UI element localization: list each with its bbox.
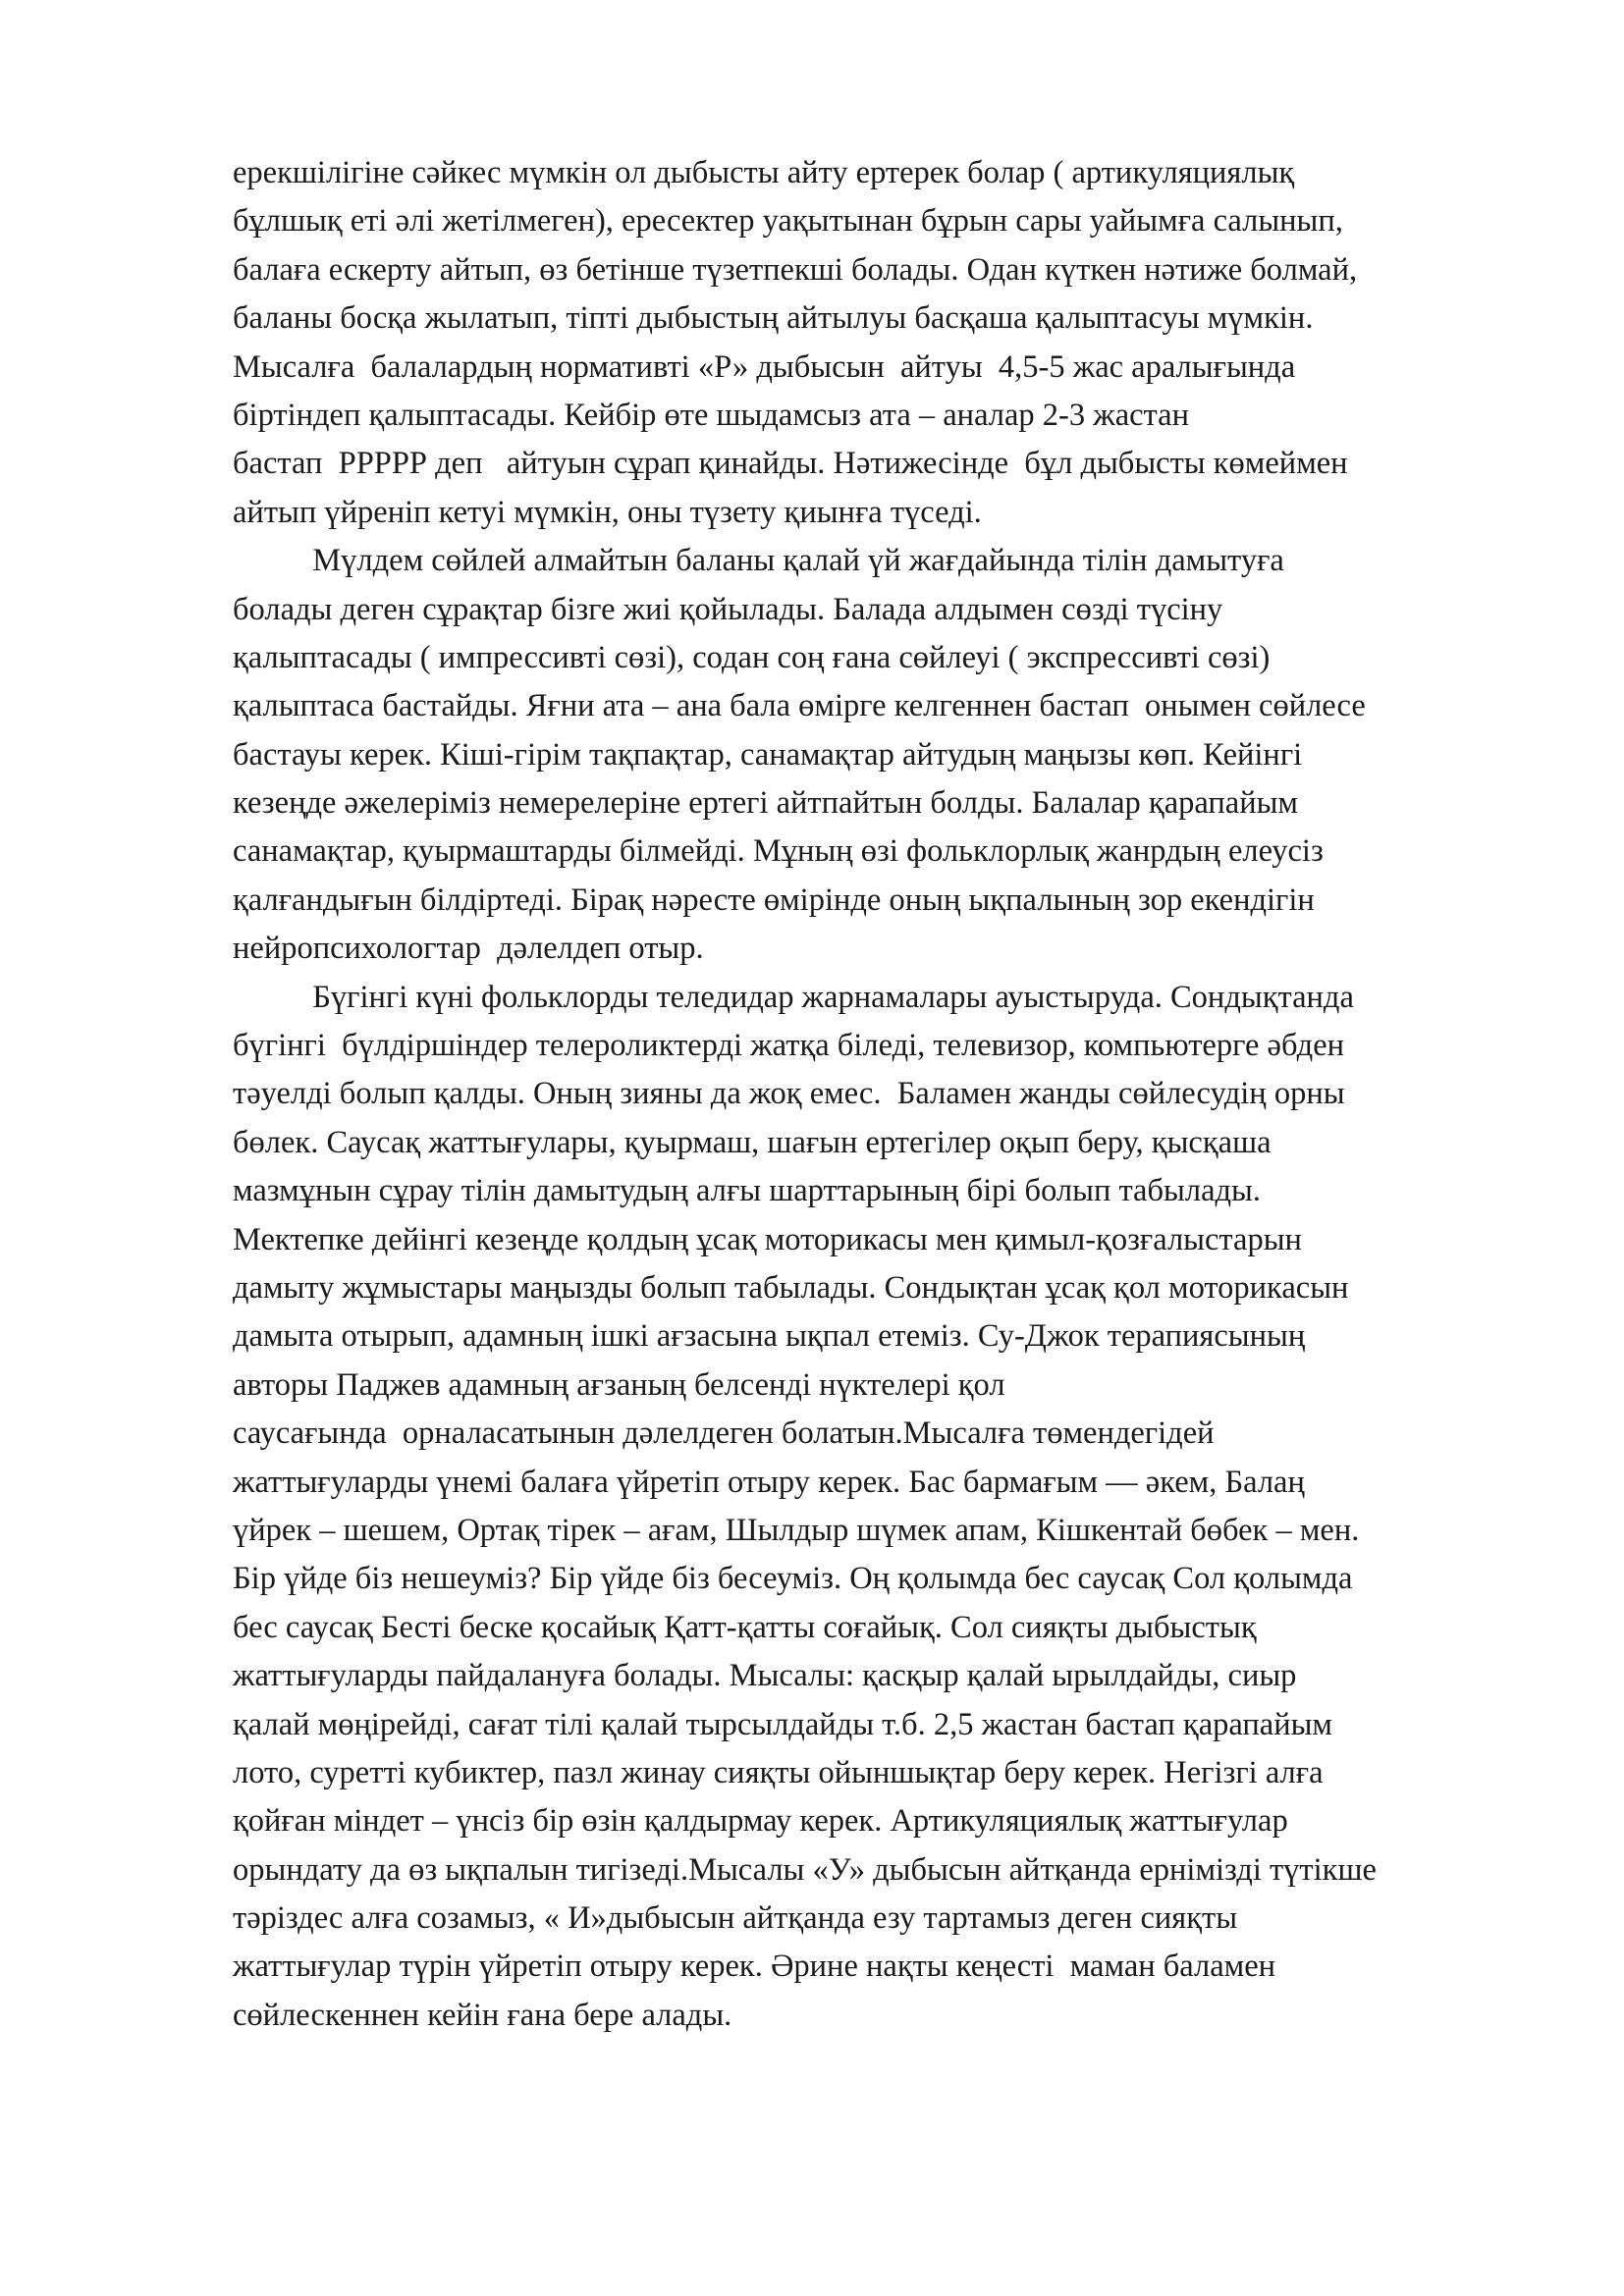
text-line: қалғандығын білдіртеді. Бірақ нәресте өмірінде оның ықпалының зор екендігін bbox=[233, 881, 1315, 918]
text-line: қалай мөңірейді, сағат тілі қалай тырсылдайды т.б. 2,5 жастан бастап қарапайым bbox=[233, 1706, 1332, 1742]
text-line: қалыптаса бастайды. Яғни ата – ана бала өмірге келгеннен бастап онымен сөйлесе bbox=[233, 688, 1366, 724]
text-line: айтып үйреніп кетуі мүмкін, оны түзету қиынға түседі. bbox=[233, 494, 982, 530]
text-line: Мектепке дейінгі кезеңде қолдың ұсақ моторикасы мен қимыл-қозғалыстарын bbox=[233, 1221, 1302, 1257]
text-line: жаттығуларды үнемі балаға үйретіп отыру керек. Бас бармағым — әкем, Балаң bbox=[233, 1464, 1305, 1500]
text-line: авторы Паджев адамның ағзаның белсенді нүктелері қол bbox=[233, 1366, 1005, 1403]
text-line: біртіндеп қалыптасады. Кейбір өте шыдамсыз ата – аналар 2-3 жастан bbox=[233, 397, 1189, 433]
text-line: тәуелді болып қалды. Оның зияны да жоқ емес. Баламен жанды сөйлесудің орны bbox=[233, 1076, 1345, 1112]
text-line: бөлек. Саусақ жаттығулары, қуырмаш, шағын ертегілер оқып беру, қысқаша bbox=[233, 1124, 1272, 1160]
text-line: бес саусақ Бесті беске қосайық Қатт-қатты соғайық. Сол сияқты дыбыстық bbox=[233, 1609, 1257, 1645]
text-line: бүгінгі бүлдіршіндер телероликтерді жатқа біледі, телевизор, компьютерге әбден bbox=[233, 1028, 1345, 1064]
text-line: бастап РРРРР деп айтуын сұрап қинайды. Нәтижесінде бұл дыбысты көмеймен bbox=[233, 446, 1348, 482]
text-line: дамыта отырып, адамның ішкі ағзасына ықпал етеміз. Су-Джок терапиясының bbox=[233, 1318, 1306, 1355]
text-line: сөйлескеннен кейін ғана бере алады. bbox=[233, 1997, 732, 2033]
body-text bbox=[233, 149, 1539, 2040]
text-line: баланы босқа жылатып, тіпті дыбыстың айтылуы басқаша қалыптасуы мүмкін. bbox=[233, 300, 1314, 337]
text-line: жаттығулар түрін үйретіп отыру керек. Әрине нақты кеңесті маман баламен bbox=[233, 1949, 1276, 1985]
text-line: санамақтар, қуырмаштарды білмейді. Мұның өзі фольклорлық жанрдың елеусіз bbox=[233, 833, 1324, 870]
text-line: жаттығуларды пайдалануға болады. Мысалы: қасқыр қалай ырылдайды, сиыр bbox=[233, 1658, 1297, 1694]
text-line: лото, суретті кубиктер, пазл жинау сияқты ойыншықтар беру керек. Негізгі алға bbox=[233, 1754, 1324, 1790]
text-line: үйрек – шешем, Ортақ тірек – ағам, Шылдыр шүмек апам, Кішкентай бөбек – мен. bbox=[233, 1512, 1360, 1548]
text-line: Бүгінгі күні фольклорды теледидар жарнамалары ауыстыруда. Сондықтанда bbox=[233, 979, 1354, 1015]
text-line: саусағында орналасатынын дәлелдеген болатын.Мысалға төмендегідей bbox=[233, 1415, 1215, 1452]
text-line: кезеңде әжелеріміз немерелеріне ертегі айтпайтын болды. Балалар қарапайым bbox=[233, 785, 1298, 822]
text-line: болады деген сұрақтар бізге жиі қойылады. Балада алдымен сөзді түсіну bbox=[233, 591, 1223, 627]
text-line: нейропсихологтар дәлелдеп отыр. bbox=[233, 931, 704, 967]
text-line: ерекшілігіне сәйкес мүмкін ол дыбысты айту ертерек болар ( артикуляциялық bbox=[233, 155, 1295, 190]
text-line: орындату да өз ықпалын тигізеді.Мысалы «У» дыбысын айтқанда ернімізді түтікше bbox=[233, 1851, 1377, 1888]
text-line: қойған міндет – үнсіз бір өзін қалдырмау керек. Артикуляциялық жаттығулар bbox=[233, 1803, 1288, 1840]
text-line: Мүлдем сөйлей алмайтын баланы қалай үй жағдайында тілін дамытуға bbox=[233, 543, 1284, 579]
text-line: мазмұнын сұрау тілін дамытудың алғы шарттарының бірі болып табылады. bbox=[233, 1173, 1261, 1209]
text-line: балаға ескерту айтып, өз бетінше түзетпекші болады. Одан күткен нәтиже болмай, bbox=[233, 251, 1358, 288]
text-line: Мысалға балалардың нормативті «Р» дыбысын айтуы 4,5-5 жас аралығында bbox=[233, 348, 1296, 385]
text-line: тәріздес алға созамыз, « И»дыбысын айтқанда езу тартамыз деген сияқты bbox=[233, 1900, 1238, 1937]
text-line: бұлшық еті әлі жетілмеген), ересектер уақытынан бұрын сары уайымға салынып, bbox=[233, 203, 1343, 240]
text-line: Бір үйде біз нешеуміз? Бір үйде біз бесеуміз. Оң қолымда бес саусақ Сол қолымда bbox=[233, 1561, 1353, 1597]
text-line: дамыту жұмыстары маңызды болып табылады. Сондықтан ұсақ қол моторикасын bbox=[233, 1269, 1349, 1306]
text-line: бастауы керек. Кіші-гірім тақпақтар, санамақтар айтудың маңызы көп. Кейінгі bbox=[233, 736, 1303, 773]
text-line: қалыптасады ( импрессивті сөзі), содан соң ғана сөйлеуі ( экспрессивті сөзі) bbox=[233, 639, 1271, 675]
